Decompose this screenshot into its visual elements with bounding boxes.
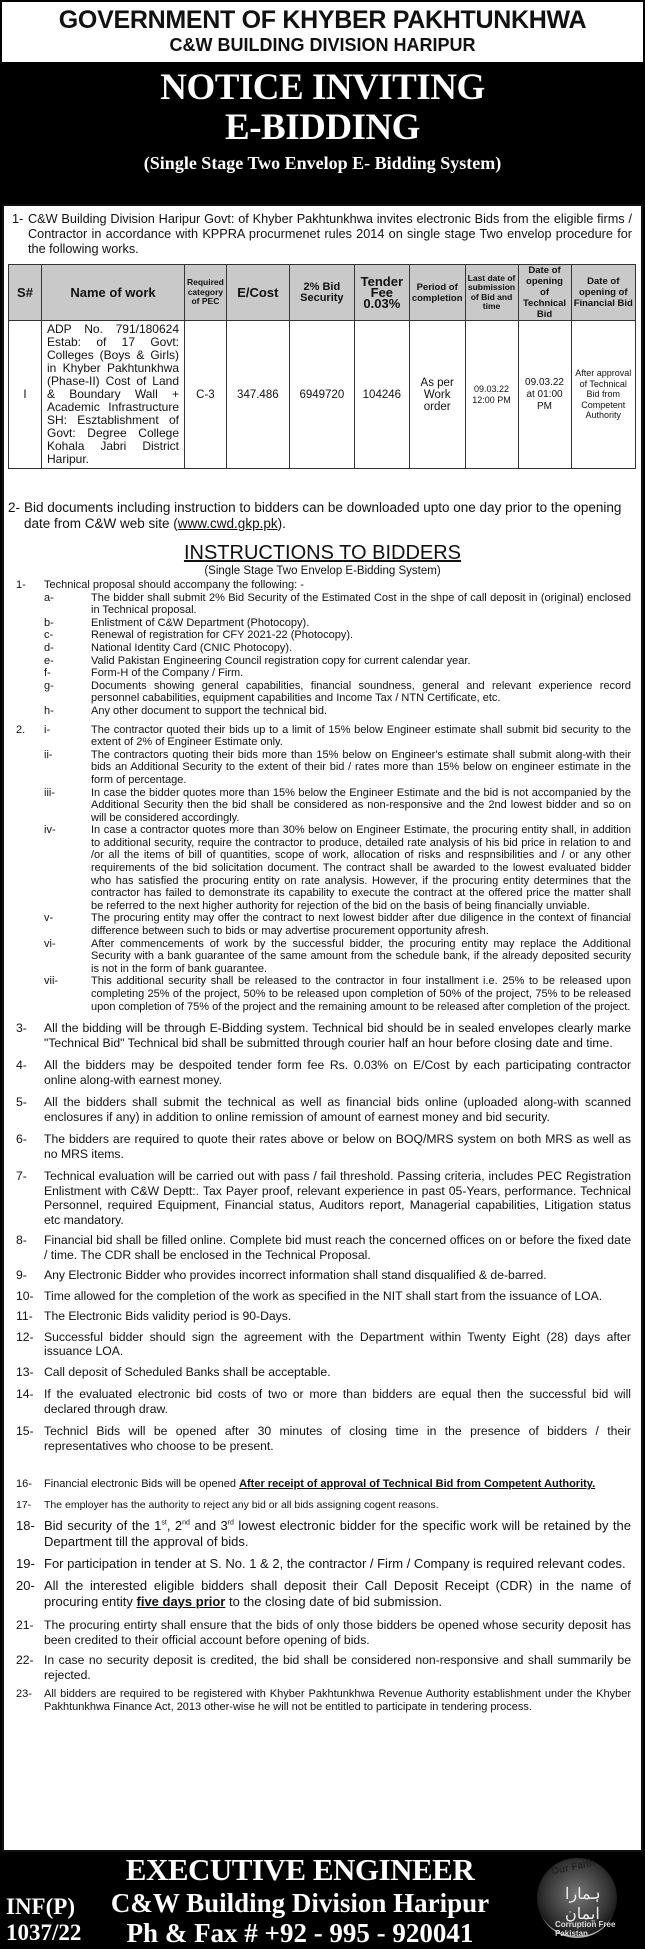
intro-text: C&W Building Division Haripur Govt: of Khyber Pakhtunkhwa invites electronic Bids from the eligible firms / Contractor in accordance with KPPRA procurmenet rules 2014 on single stage Two envelop procedure for the following works. [28,212,632,256]
item-number: 13- [16,1364,34,1379]
table-row [9,321,636,469]
item-text: Technicl Bids will be opened after 30 minutes of closing time in the presence of bidders / their representatives who choose to be present. [44,1424,631,1453]
col-tech-opening: Date of opening of Technical Bid [518,265,571,321]
cell-name: ADP No. 791/180624 Estab: of 17 Govt: Colleges (Boys & Girls) in Khyber Pakhtunkhwa (Phase-II) Cost of Land & Boundary Wall + Academic Infrastructure SH: Esztablishment of Govt: Degree College Kohala Jabri District Haripur. [42,321,185,469]
cell-period: As per Work order [409,321,465,469]
col-category: Required category of PEC [185,265,227,321]
para2-after: ). [277,515,286,531]
col-period: Period of completion [409,265,465,321]
sub-label: vi- [44,937,56,950]
sub-text: National Identity Card (CNIC Photocopy). [91,641,293,654]
intro-paragraph [12,212,632,257]
list-item [16,1498,631,1513]
item-text: All the bidding will be through E-Bidding system. Technical bid should be in sealed envelopes clearly marke "Technical Bid" Technical bid shall be submitted through courier half an hour before closing date and time. [44,1021,631,1050]
item-number: 6- [16,1132,27,1147]
sub-text: Renewal of registration for CFY 2021-22 (Photocopy). [91,629,354,642]
inf-line2: 1037/22 [6,1920,82,1945]
item-emphasis: five days prior [136,1594,226,1610]
sub-item [16,629,631,642]
sub-label: b- [44,616,54,629]
list-item [16,1556,631,1572]
item-text: If the evaluated electronic bid costs of two or more than bidders are equal then the successful bid will declared through draw. [44,1387,631,1416]
item-number: 22- [16,1653,34,1668]
cell-tender-fee: 104246 [354,321,409,469]
list-item [16,1653,631,1682]
superscript: rd [227,1519,234,1527]
cell-bid-security: 6949720 [289,321,354,469]
sub-label: v- [44,912,54,925]
list-item [16,1518,631,1550]
sub-item [16,938,631,976]
col-bid-security: 2% Bid Security [289,265,354,321]
col-last-date: Last date of submission of Bid and time [465,265,518,321]
logo-bottom-text: Corruption Free Pakistan [555,1920,616,1938]
item-text: lowest electronic bidder for the specific work will be retained by the Department till the approval of bids. [44,1518,631,1550]
sub-text: Documents showing general capabilities, financial soundness, general and relevant experience record personnel cababilities, equipment capabilities and Income Tax / NTN Certificate, etc. [91,679,631,705]
logo-top-text: Our Faith [550,1857,597,1878]
sub-item [16,617,631,630]
item-number: 12- [16,1329,34,1344]
item-text: The bidders are required to quote their rates above or below on BOQ/MRS system on both MRS as well as no MRS items. [44,1132,631,1161]
sub-item [16,787,631,825]
sub-text: In case the bidder quotes more than 15% below the Engineer Estimate and the bid is not accompanied by the Additional Security then the bid shall be considered as non-responsive and the 2nd lowest bidder and so on will be considered accordingly. [91,786,631,824]
cell-category: C-3 [185,321,227,469]
sub-text: The contractor quoted their bids up to a limit of 15% below Engineer estimate shall submit bid security to the extent of 2% of Engineer Estimate only. [91,723,631,749]
item-number: 18- [16,1518,35,1534]
sub-text: Enlistment of C&W Department (Photocopy). [91,616,310,629]
sub-label: e- [44,654,54,667]
works-table [8,264,636,469]
list-item [16,1618,631,1647]
list-item [16,1330,631,1359]
download-paragraph [8,500,636,531]
item-number: 15- [16,1424,34,1439]
sub-label: c- [44,629,54,642]
instructions-subtitle: (Single Stage Two Envelop E-Bidding System) [204,565,441,577]
sub-item [16,592,631,617]
sub-label: vii- [44,975,59,988]
item-text: The employer has the authority to reject any bid or all bids assigning cogent reasons. [44,1498,439,1511]
sub-text: Any other document to support the technical bid. [91,704,328,717]
item-number: 4- [16,1058,27,1073]
executive-engineer: EXECUTIVE ENGINEER [125,1852,475,1887]
col-sno: S# [9,265,42,321]
logo-urdu-text: ہمارا ایمان [565,1886,601,1923]
list-item [16,1169,631,1227]
item-emphasis: After receipt of approval of Technical Bid from Competent Authority. [239,1478,596,1491]
list-item [16,1268,631,1283]
item-number: 16- [16,1478,32,1491]
table-header-row [9,265,636,321]
division-title: C&W BUILDING DIVISION HARIPUR [169,35,476,55]
cell-sno: I [9,321,42,469]
item-text: All the interested eligible bidders shall deposit their Call Deposit Receipt (CDR) in the name of procuring entity [44,1578,631,1610]
notice-banner [0,62,645,202]
item-text: For participation in tender at S. No. 1 & 2, the contractor / Firm / Company is required relevant codes. [44,1556,626,1572]
item-number: 2. [16,723,26,736]
sub-text: In case a contractor quotes more than 30% below on Engineer Estimate, the procuring entity shall, in addition to additional security, require the contractor to produce, detailed rate analysis of his bid price in relation to and /or all the items of bill of quantities, scope of work, allocation of risks and respnsibilities and / or any other requirements of the bid solicitation document. The contract shall be awarded to the lowest evaluated bidder who has satisfied the procuring entity on rate analysis. However, if the procuring entity determines that the contractor has failed to demonstrate its capability to execute the contract at the offered price the matter shall be referred to the next higher authority for rejection of the bid on the basis of being financially unviable. [91,824,631,912]
item-number: 9- [16,1268,27,1283]
list-item [16,1058,631,1087]
sub-item [16,975,631,1013]
item-text: Technical proposal should accompany the following: - [44,579,304,591]
item-text: Bid security of the 1 [44,1518,162,1534]
instructions-list [16,579,631,1714]
sub-item [16,705,631,718]
item-number: 23- [16,1688,32,1701]
inf-code [6,1894,81,1946]
item-number: 3- [16,1021,27,1036]
item-text: , 2 [166,1518,183,1534]
cell-fin-opening: After approval of Technical Bid from Competent Authority [571,321,635,469]
website-link[interactable]: www.cwd.gkp.pk [177,515,278,531]
sub-text: The procuring entity may offer the contract to next lowest bidder after due diligence in the context of financial difference between such to bids or may advertise procurement opportunity afresh. [91,912,631,938]
item-text: Successful bidder should sign the agreement with the Department within Twenty Eight (28) days after issuance LOA. [44,1329,631,1359]
bidding-system: (Single Stage Two Envelop E- Bidding System) [143,153,502,173]
sub-text: Valid Pakistan Engineering Council registration copy for current calendar year. [91,654,471,667]
sub-label: a- [44,591,54,604]
sub-item [16,912,631,937]
list-item [16,1688,631,1714]
item-text: to the closing date of bid submission. [225,1594,443,1610]
sub-item [16,667,631,680]
notice-title: NOTICE INVITING [160,67,485,108]
item-number: 17- [16,1498,32,1511]
cell-last-date: 09.03.22 12:00 PM [465,321,518,469]
col-tender-fee: Tender Fee 0.03% [354,265,409,321]
item-number: 5- [16,1095,27,1110]
item-number: 7- [16,1169,27,1184]
item-text: Financial electronic Bids will be opened [44,1478,240,1491]
item-number: 20- [16,1578,35,1594]
sub-label: d- [44,641,54,654]
item-text: All the bidders shall submit the technical as well as financial bids online (uploaded along-with scanned enclosures if any) in addition to online remission of amount of earnest money and bid security. [44,1095,631,1124]
sub-text: The contractors quoting their bids more than 15% below on Engineer's estimate shall submit along-with their bids an Additional Security to the extent of their bid / rates more than 15% below on engineer estimate in the form of percentage. [91,748,631,786]
item-number: 11- [16,1309,33,1324]
list-item [16,1387,631,1416]
item-number: 21- [16,1618,34,1633]
item-number: 10- [16,1288,34,1303]
list-item [16,1477,631,1492]
item-text: Any Electronic Bidder who provides incorrect information shall stand disqualified & de-barred. [44,1268,547,1283]
list-item [16,579,631,592]
sub-text: This additional security shall be released to the contractor in four installment i.e. 25% to be released upon completing 25% of the project, 50% to be released upon completion of 50% of the project, 75% to be released upon completion of 75% of the project and the remaining amount to be released after completion of the project. [91,975,631,1013]
para2-text: Bid documents including instruction to bidders can be downloaded upto one day prior to the opening date from C&W web site ( [24,500,622,531]
footer-phone: Ph & Fax # +92 - 995 - 920041 [126,1918,474,1948]
notice-body [2,204,643,1852]
sub-item [16,642,631,655]
sub-text: Form-H of the Company / Firm. [91,667,244,680]
intro-number: 1- [12,212,24,226]
sub-label: g- [44,679,54,692]
item-text: All bidders are required to be registered with Khyber Pakhtunkhwa Revenue Authority establishment under the Khyber Pakhtunkhwa Finance Act, 2013 other-wise he will not be entitled to participate in tendering process. [44,1688,631,1714]
sub-label: h- [44,704,54,717]
item-text: and 3 [189,1518,228,1534]
list-item [16,1365,631,1380]
sub-item [16,824,631,912]
instructions-title [4,542,641,564]
instructions-title-text: INSTRUCTIONS TO BIDDERS [183,542,462,564]
col-fin-opening: Date of opening of Financial Bid [571,265,635,321]
item-text: Financial bid shall be filled online. Complete bid must reach the concerned offices on or before the fixed date / time. The CDR shall be enclosed in the Technical Proposal. [44,1233,631,1262]
list-item [16,1233,631,1262]
item-text: Technical evaluation will be carried out with pass / fail threshold. Passing criteria, includes PEC Registration Enlistment with C&W Deptt:. Tax Payer proof, relevant experience in past 05-Years, performance. Technical Personnel, required Equipment, Financial status, Auditors report, Managerial capabilities, Litigation status etc mandatory. [44,1169,631,1227]
cell-ecost: 347.486 [226,321,289,469]
sub-label: iii- [44,786,55,799]
list-item [16,1289,631,1304]
item-number: 1- [16,579,26,591]
sub-item [16,680,631,705]
superscript: st [161,1519,167,1527]
superscript: nd [182,1519,190,1527]
header-box [2,2,643,62]
para2-number: 2- [8,500,21,515]
item-number: 14- [16,1387,34,1402]
footer-division: C&W Building Division Haripur [110,1888,490,1918]
sub-label: f- [44,667,51,680]
item-text: Time allowed for the completion of the work as specified in the NIT shall start from the issuance of LOA. [44,1288,603,1303]
inf-line1: INF(P) [6,1894,75,1919]
item-text: All the bidders may be despoited tender form fee Rs. 0.03% on E/Cost by each participating contractor online along-with earnest money. [44,1058,631,1087]
sub-label: ii- [44,748,53,761]
item-text: Call deposit of Scheduled Banks shall be acceptable. [44,1364,331,1379]
list-item [16,1132,631,1161]
sub-item [16,655,631,668]
sub-text: The bidder shall submit 2% Bid Security of the Estimated Cost in the shpe of call deposit in (original) enclosed in Technical proposal. [91,591,631,617]
sub-item [16,724,631,749]
list-item [16,1095,631,1124]
footer [0,1850,645,1949]
government-title: GOVERNMENT OF KHYBER PAKHTUNKHWA [58,6,587,34]
list-item [16,1578,631,1610]
col-name: Name of work [42,265,185,321]
corruption-free-logo-icon [537,1858,617,1938]
sub-label: i- [44,723,51,736]
item-number: 19- [16,1556,35,1572]
list-item [16,1424,631,1453]
sub-text: After commencements of work by the successful bidder, the procuring entity may replace the Additional Security with a bank guarantee of the same amount from the schedule bank, if the already deposited security is not in the form of bank guarantee. [91,937,631,975]
item-number: 8- [16,1233,27,1248]
col-ecost: E/Cost [226,265,289,321]
sub-item [16,749,631,787]
sub-label: iv- [44,824,56,837]
notice-subtitle: E-BIDDING [225,107,420,148]
item-text: The procuring entirty shall ensure that the bids of only those bidders be opened whose security deposit has been credited to their official account before opening of bids. [44,1618,631,1647]
list-item [16,1309,631,1324]
list-item [16,1021,631,1050]
item-text: In case no security deposit is credited, the bid shall be considered non-responsive and shall summarily be rejected. [44,1653,631,1682]
item-text: The Electronic Bids validity period is 90-Days. [44,1309,292,1324]
cell-tech-opening: 09.03.22 at 01:00 PM [518,321,571,469]
